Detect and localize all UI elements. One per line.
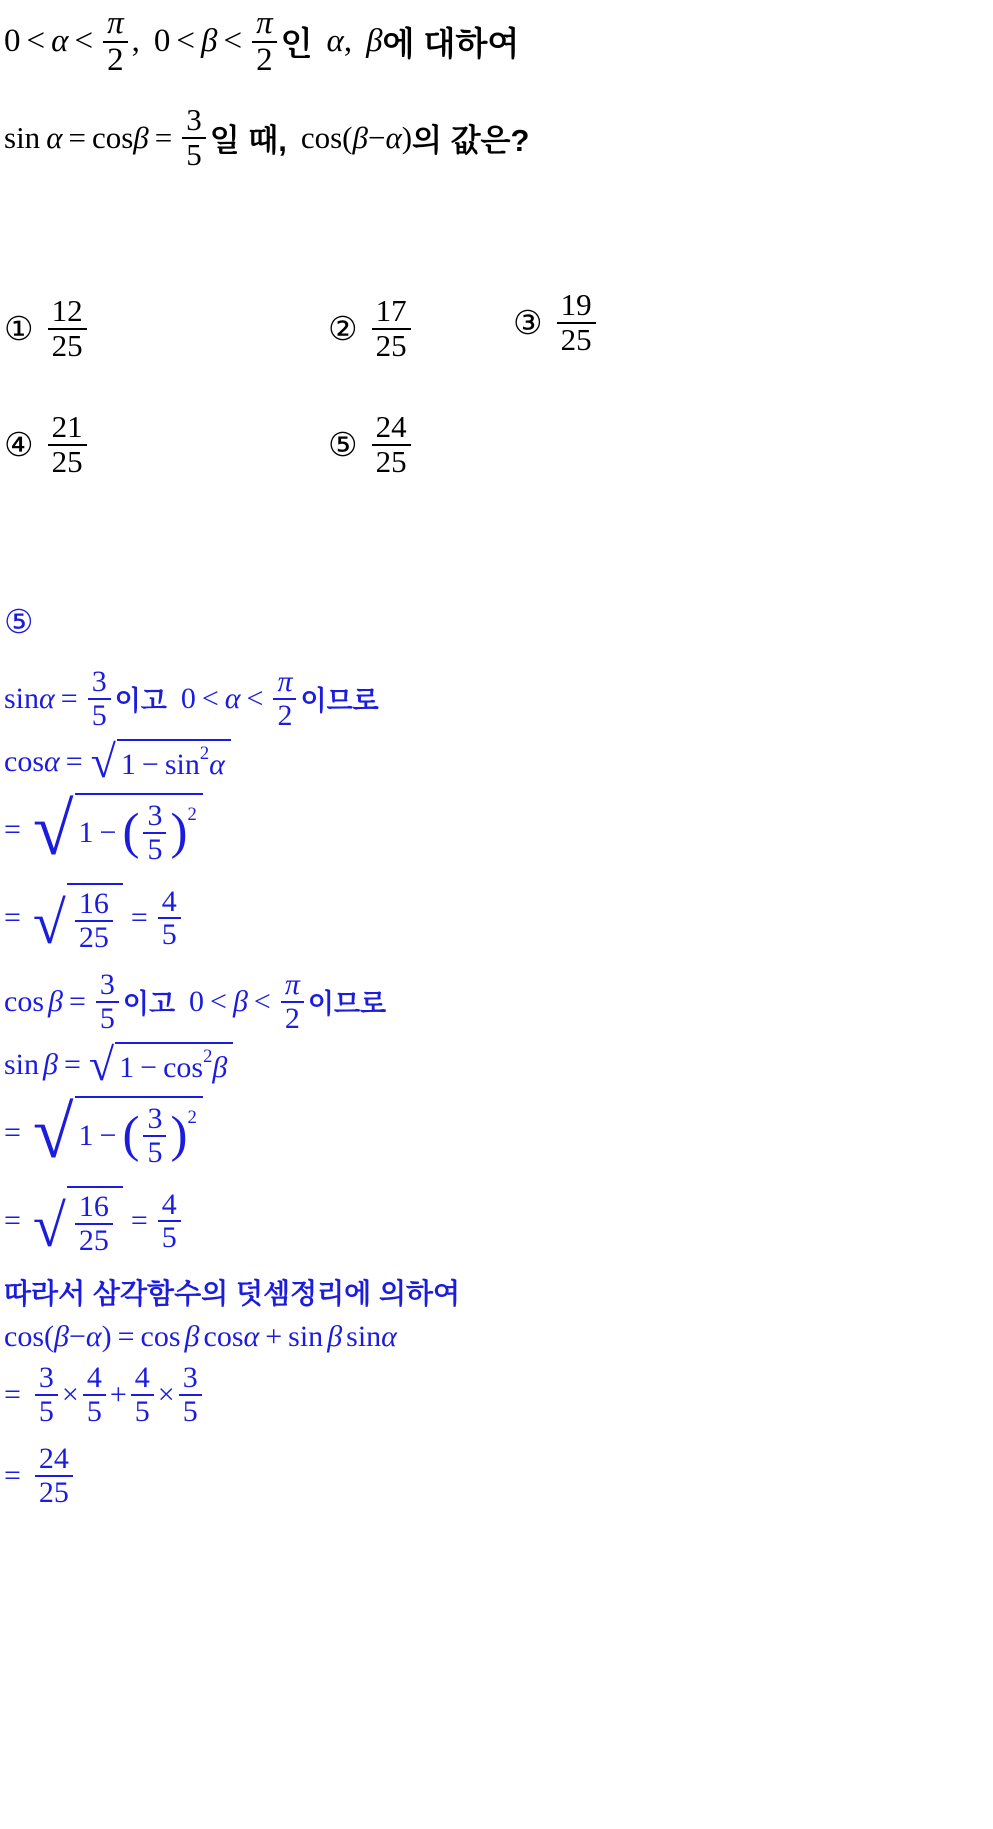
s6-sqrt — [88, 1039, 233, 1090]
s6-sin: sin — [4, 1048, 40, 1081]
s1-text-imuro: 이므로 — [300, 686, 379, 716]
s6-beta-2: β — [212, 1050, 228, 1084]
q2-close-paren: ) — [401, 119, 413, 155]
q1-alpha: α — [51, 23, 69, 60]
choice-3-fraction — [557, 289, 596, 356]
solution-line-9 — [4, 1272, 984, 1312]
s8-frac-16-25 — [75, 1191, 113, 1256]
q1-frac-num: π — [107, 5, 124, 41]
solution-line-2 — [4, 736, 984, 787]
choice-4-marker: ④ — [4, 425, 34, 465]
choice-5-numerator: 24 — [375, 409, 407, 444]
s2-exponent: 2 — [199, 742, 210, 764]
s1-alpha-2: α — [224, 681, 241, 715]
s3-radical-sign: √ — [32, 789, 74, 871]
s10-beta-2: β — [184, 1320, 200, 1353]
s11-frac1-den: 5 — [35, 1394, 58, 1428]
s11-frac-1 — [35, 1362, 58, 1427]
solution-line-3 — [4, 789, 984, 871]
s8-sqrt — [32, 1186, 123, 1259]
q1-zero: 0 — [4, 23, 21, 60]
s6-radicand — [115, 1042, 233, 1088]
s8-radical-sign: √ — [32, 1193, 66, 1259]
s8-frac2-den: 5 — [158, 1220, 181, 1254]
choice-5-marker: ⑤ — [328, 425, 358, 465]
q1-zero-2: 0 — [153, 23, 171, 60]
s3-exponent: 2 — [187, 804, 197, 826]
s5-frac-den: 5 — [96, 1001, 119, 1035]
q2-minus: − — [367, 119, 386, 155]
s8-eq-2: = — [130, 1204, 148, 1237]
s11-frac3-num: 4 — [134, 1361, 150, 1394]
s10-beta: β — [54, 1320, 69, 1353]
q2-text-when: 일 때, — [209, 123, 287, 159]
s10-alpha-3: α — [381, 1320, 397, 1353]
s5-cos: cos — [4, 984, 44, 1018]
s10-plus: + — [265, 1320, 283, 1353]
s3-close-paren: ) — [170, 804, 188, 861]
s8-frac-4-5 — [158, 1189, 181, 1254]
q1-text-about: 에 대하여 — [382, 25, 520, 63]
s1-text-igo: 이고 — [114, 686, 167, 716]
choice-2[interactable] — [328, 295, 415, 362]
q1-beta: β — [201, 23, 218, 60]
s10-alpha: α — [85, 1320, 102, 1353]
s5-frac-num: 3 — [99, 968, 115, 1001]
s7-minus: − — [99, 1118, 117, 1152]
s10-close-paren: ) — [101, 1320, 112, 1353]
q1-lt-3: < — [176, 23, 195, 60]
s7-open-paren: ( — [122, 1107, 140, 1164]
q2-eq-1: = — [68, 119, 86, 155]
s7-frac-3-5 — [143, 1103, 166, 1168]
s9-text: 따라서 삼각함수의 덧셈정리에 의하여 — [4, 1278, 461, 1309]
choice-2-denominator: 25 — [372, 328, 411, 363]
choice-2-numerator: 17 — [375, 293, 407, 328]
s10-eq: = — [117, 1320, 135, 1353]
s5-two: 2 — [281, 1001, 304, 1035]
s5-beta: β — [48, 984, 63, 1018]
q1-lt-1: < — [26, 23, 46, 60]
s2-minus: − — [141, 747, 159, 781]
s1-frac-den: 5 — [88, 698, 111, 732]
s2-radicand — [117, 739, 231, 785]
choice-4-fraction — [48, 411, 87, 478]
s5-pi: π — [284, 968, 300, 1001]
q2-frac-den: 5 — [182, 137, 206, 172]
s1-pi: π — [277, 665, 293, 698]
s2-radical-sign: √ — [90, 736, 116, 787]
s4-sqrt — [32, 883, 123, 956]
s11-plus: + — [109, 1377, 127, 1411]
s1-sin: sin — [4, 681, 40, 715]
solution-line-4 — [4, 883, 984, 956]
s11-frac-4 — [179, 1362, 202, 1427]
q1-text-in: 인 — [280, 25, 313, 63]
q2-frac-num: 3 — [186, 102, 202, 137]
s1-frac-num: 3 — [91, 665, 107, 698]
q2-eq-2: = — [154, 119, 173, 155]
choice-4-numerator: 21 — [51, 409, 83, 444]
solution-line-8 — [4, 1186, 984, 1259]
solution-line-12 — [4, 1443, 984, 1508]
s7-radicand — [75, 1096, 203, 1170]
q2-text-value: 의 값은? — [412, 123, 530, 159]
s11-frac4-num: 3 — [182, 1361, 198, 1394]
s1-zero: 0 — [180, 681, 196, 715]
s2-eq: = — [65, 745, 83, 778]
q1-lt-4: < — [223, 23, 243, 60]
s2-alpha: α — [44, 745, 60, 778]
q1-comma: , — [131, 23, 140, 60]
s3-one: 1 — [78, 815, 94, 849]
s7-eq: = — [4, 1116, 21, 1149]
s6-eq: = — [63, 1048, 81, 1081]
s1-eq: = — [60, 681, 78, 715]
choice-3-marker: ③ — [513, 303, 543, 343]
choice-5-fraction — [372, 411, 411, 478]
q1-frac-den: 2 — [103, 41, 128, 78]
choice-1-denominator: 25 — [48, 328, 87, 363]
s11-eq: = — [4, 1377, 21, 1411]
choice-3-denominator: 25 — [557, 322, 596, 357]
q2-alpha-3: α — [385, 119, 402, 155]
solution-line-1 — [4, 666, 984, 731]
q1-lt-2: < — [74, 23, 94, 60]
choice-1-fraction — [48, 295, 87, 362]
s3-frac-num: 3 — [147, 799, 163, 832]
s5-lt-1: < — [210, 984, 227, 1018]
choice-2-fraction — [372, 295, 411, 362]
s11-frac1-num: 3 — [38, 1361, 54, 1394]
s8-eq-1: = — [4, 1204, 21, 1237]
q2-sin: sin — [4, 119, 41, 155]
s10-cos-3: cos — [203, 1320, 244, 1353]
s3-minus: − — [99, 815, 117, 849]
s2-alpha-2: α — [209, 747, 225, 781]
s2-one: 1 — [120, 747, 136, 781]
s11-times-1: × — [61, 1377, 79, 1411]
solution-line-7 — [4, 1092, 984, 1174]
s4-frac2-num: 4 — [161, 884, 177, 918]
s4-frac-num: 16 — [78, 887, 109, 920]
s7-sqrt — [32, 1092, 203, 1174]
q1-frac-pi-2 — [103, 6, 128, 77]
question-line-2 — [4, 104, 529, 171]
q2-beta-3: β — [352, 119, 368, 155]
choice-1-numerator: 12 — [51, 293, 83, 328]
s10-alpha-2: α — [243, 1320, 260, 1353]
s11-frac4-den: 5 — [179, 1394, 202, 1428]
s5-lt-2: < — [253, 984, 271, 1018]
s11-frac3-den: 5 — [131, 1394, 154, 1428]
s4-eq-2: = — [130, 901, 148, 934]
s3-open-paren: ( — [122, 804, 140, 861]
s8-frac2-num: 4 — [161, 1187, 177, 1221]
choice-3-numerator: 19 — [560, 287, 592, 322]
s4-eq-1: = — [4, 901, 21, 934]
s4-radicand — [67, 883, 123, 953]
s10-beta-3: β — [327, 1320, 343, 1353]
q2-beta: β — [133, 119, 149, 155]
q2-frac-3-5 — [182, 104, 206, 171]
s3-eq: = — [4, 813, 21, 846]
choice-1-marker: ① — [4, 309, 34, 349]
s11-frac-3 — [131, 1362, 154, 1427]
q1-alpha-2: α — [326, 23, 344, 60]
s10-open-paren: ( — [44, 1320, 54, 1353]
s7-one: 1 — [78, 1118, 94, 1152]
s11-frac2-den: 5 — [83, 1394, 106, 1428]
s3-frac-den: 5 — [143, 832, 166, 866]
q1-frac-pi-2-b — [252, 6, 277, 77]
s2-sin: sin — [164, 747, 200, 781]
s2-cos: cos — [4, 745, 44, 778]
s4-frac-16-25 — [75, 888, 113, 953]
s1-frac-3-5 — [88, 666, 111, 731]
s7-exponent: 2 — [187, 1107, 197, 1129]
choice-4[interactable] — [4, 411, 91, 478]
solution-line-6 — [4, 1039, 984, 1090]
s4-radical-sign: √ — [32, 890, 66, 956]
answer-marker: ⑤ — [4, 602, 34, 641]
q2-cos-2: cos — [300, 119, 343, 155]
solution-body — [4, 666, 984, 1516]
s5-eq: = — [68, 984, 86, 1018]
q2-open-paren: ( — [342, 119, 353, 155]
s3-frac-3-5 — [143, 800, 166, 865]
s11-times-2: × — [157, 1377, 175, 1411]
s6-minus: − — [140, 1050, 158, 1084]
solution-line-5 — [4, 969, 984, 1034]
s8-frac-den: 25 — [75, 1223, 113, 1257]
solution-line-10 — [4, 1320, 984, 1354]
q2-alpha: α — [46, 119, 63, 155]
s10-minus: − — [68, 1320, 86, 1353]
question-line-1 — [4, 6, 519, 77]
s10-sin: sin — [288, 1320, 324, 1353]
s5-zero: 0 — [189, 984, 205, 1018]
choice-3[interactable] — [513, 289, 600, 356]
s6-one: 1 — [119, 1050, 135, 1084]
s8-frac-num: 16 — [78, 1190, 109, 1223]
s6-radical-sign: √ — [88, 1039, 115, 1090]
s6-cos: cos — [163, 1050, 204, 1084]
s2-sqrt — [90, 736, 231, 787]
q1-comma-2: , — [343, 23, 353, 60]
s1-lt-1: < — [201, 681, 219, 715]
s6-beta: β — [43, 1048, 58, 1081]
s1-lt-2: < — [246, 681, 264, 715]
s6-exponent: 2 — [203, 1045, 213, 1067]
q2-cos: cos — [91, 119, 134, 155]
solution-line-11 — [4, 1362, 984, 1427]
s7-radical-sign: √ — [32, 1092, 74, 1174]
s5-frac-pi-2 — [281, 969, 304, 1034]
s8-radicand — [67, 1186, 123, 1256]
s1-two: 2 — [273, 698, 296, 732]
s5-beta-2: β — [232, 984, 248, 1018]
s10-sin-2: sin — [346, 1320, 382, 1353]
s1-alpha: α — [39, 681, 55, 715]
choice-1[interactable] — [4, 295, 91, 362]
s11-frac-2 — [83, 1362, 106, 1427]
q1-frac-num-b: π — [256, 5, 273, 41]
s1-frac-pi-2 — [273, 666, 296, 731]
s5-frac-3-5 — [96, 969, 119, 1034]
choice-5-denominator: 25 — [372, 444, 411, 479]
s12-frac-num: 24 — [38, 1442, 69, 1475]
s4-frac-den: 25 — [75, 920, 113, 954]
s3-sqrt — [32, 789, 203, 871]
s3-radicand — [75, 793, 203, 867]
q1-frac-den-b: 2 — [252, 41, 277, 78]
s12-eq: = — [4, 1458, 21, 1492]
s12-frac-24-25 — [35, 1443, 73, 1508]
s10-cos-2: cos — [140, 1320, 181, 1353]
s11-frac2-num: 4 — [86, 1361, 102, 1394]
s7-frac-num: 3 — [147, 1102, 163, 1135]
q1-beta-2: β — [366, 23, 383, 60]
s5-text-igo: 이고 — [122, 989, 176, 1019]
s7-frac-den: 5 — [143, 1135, 166, 1169]
s5-text-imuro: 이므로 — [307, 989, 387, 1019]
choice-2-marker: ② — [328, 309, 358, 349]
s4-frac2-den: 5 — [158, 917, 181, 951]
s7-close-paren: ) — [170, 1107, 188, 1164]
s12-frac-den: 25 — [35, 1475, 73, 1509]
choice-5[interactable] — [328, 411, 415, 478]
s10-cos: cos — [4, 1320, 44, 1353]
s4-frac-4-5 — [158, 886, 181, 951]
choice-4-denominator: 25 — [48, 444, 87, 479]
